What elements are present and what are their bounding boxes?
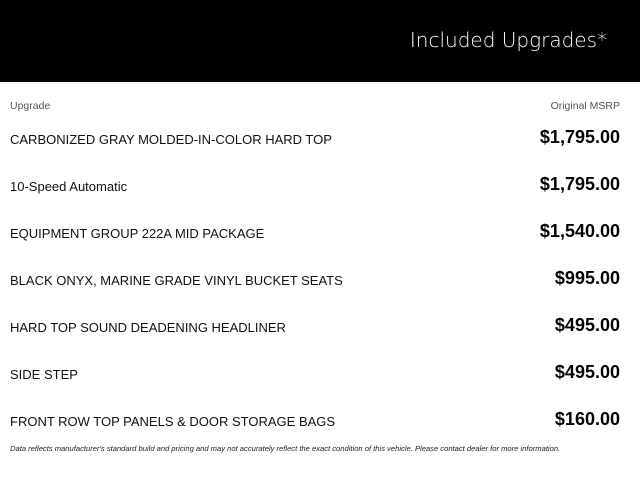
upgrade-name: BLACK ONYX, MARINE GRADE VINYL BUCKET SEATS xyxy=(10,273,343,288)
upgrade-name: EQUIPMENT GROUP 222A MID PACKAGE xyxy=(10,226,265,241)
table-row xyxy=(10,118,620,165)
upgrade-price: $495.00 xyxy=(554,362,620,382)
column-header-msrp: Original MSRP xyxy=(550,100,620,112)
page-title: Included Upgrades* xyxy=(409,28,607,52)
table-row xyxy=(10,353,620,400)
table-row xyxy=(10,212,620,259)
upgrade-name: SIDE STEP xyxy=(10,367,78,382)
upgrades-list xyxy=(10,118,620,447)
upgrade-price: $495.00 xyxy=(554,315,620,335)
column-header-upgrade: Upgrade xyxy=(10,100,51,112)
upgrade-price: $160.00 xyxy=(554,409,620,429)
upgrade-name: 10-Speed Automatic xyxy=(10,179,128,194)
upgrade-name: FRONT ROW TOP PANELS & DOOR STORAGE BAGS xyxy=(10,414,336,429)
disclaimer-text: Data reflects manufacturer's standard build and pricing and may not accurately reflect the exact condition of this vehicle. Please contact dealer for more information. xyxy=(10,444,561,453)
upgrade-name: CARBONIZED GRAY MOLDED-IN-COLOR HARD TOP xyxy=(10,132,332,147)
upgrade-name: HARD TOP SOUND DEADENING HEADLINER xyxy=(10,320,286,335)
upgrade-price: $1,540.00 xyxy=(539,221,620,241)
header-bar xyxy=(0,0,640,82)
upgrade-price: $995.00 xyxy=(554,268,620,288)
table-header xyxy=(10,100,620,114)
table-row xyxy=(10,165,620,212)
table-row xyxy=(10,259,620,306)
table-row xyxy=(10,400,620,447)
upgrade-price: $1,795.00 xyxy=(539,127,620,147)
upgrade-price: $1,795.00 xyxy=(539,174,620,194)
table-row xyxy=(10,306,620,353)
